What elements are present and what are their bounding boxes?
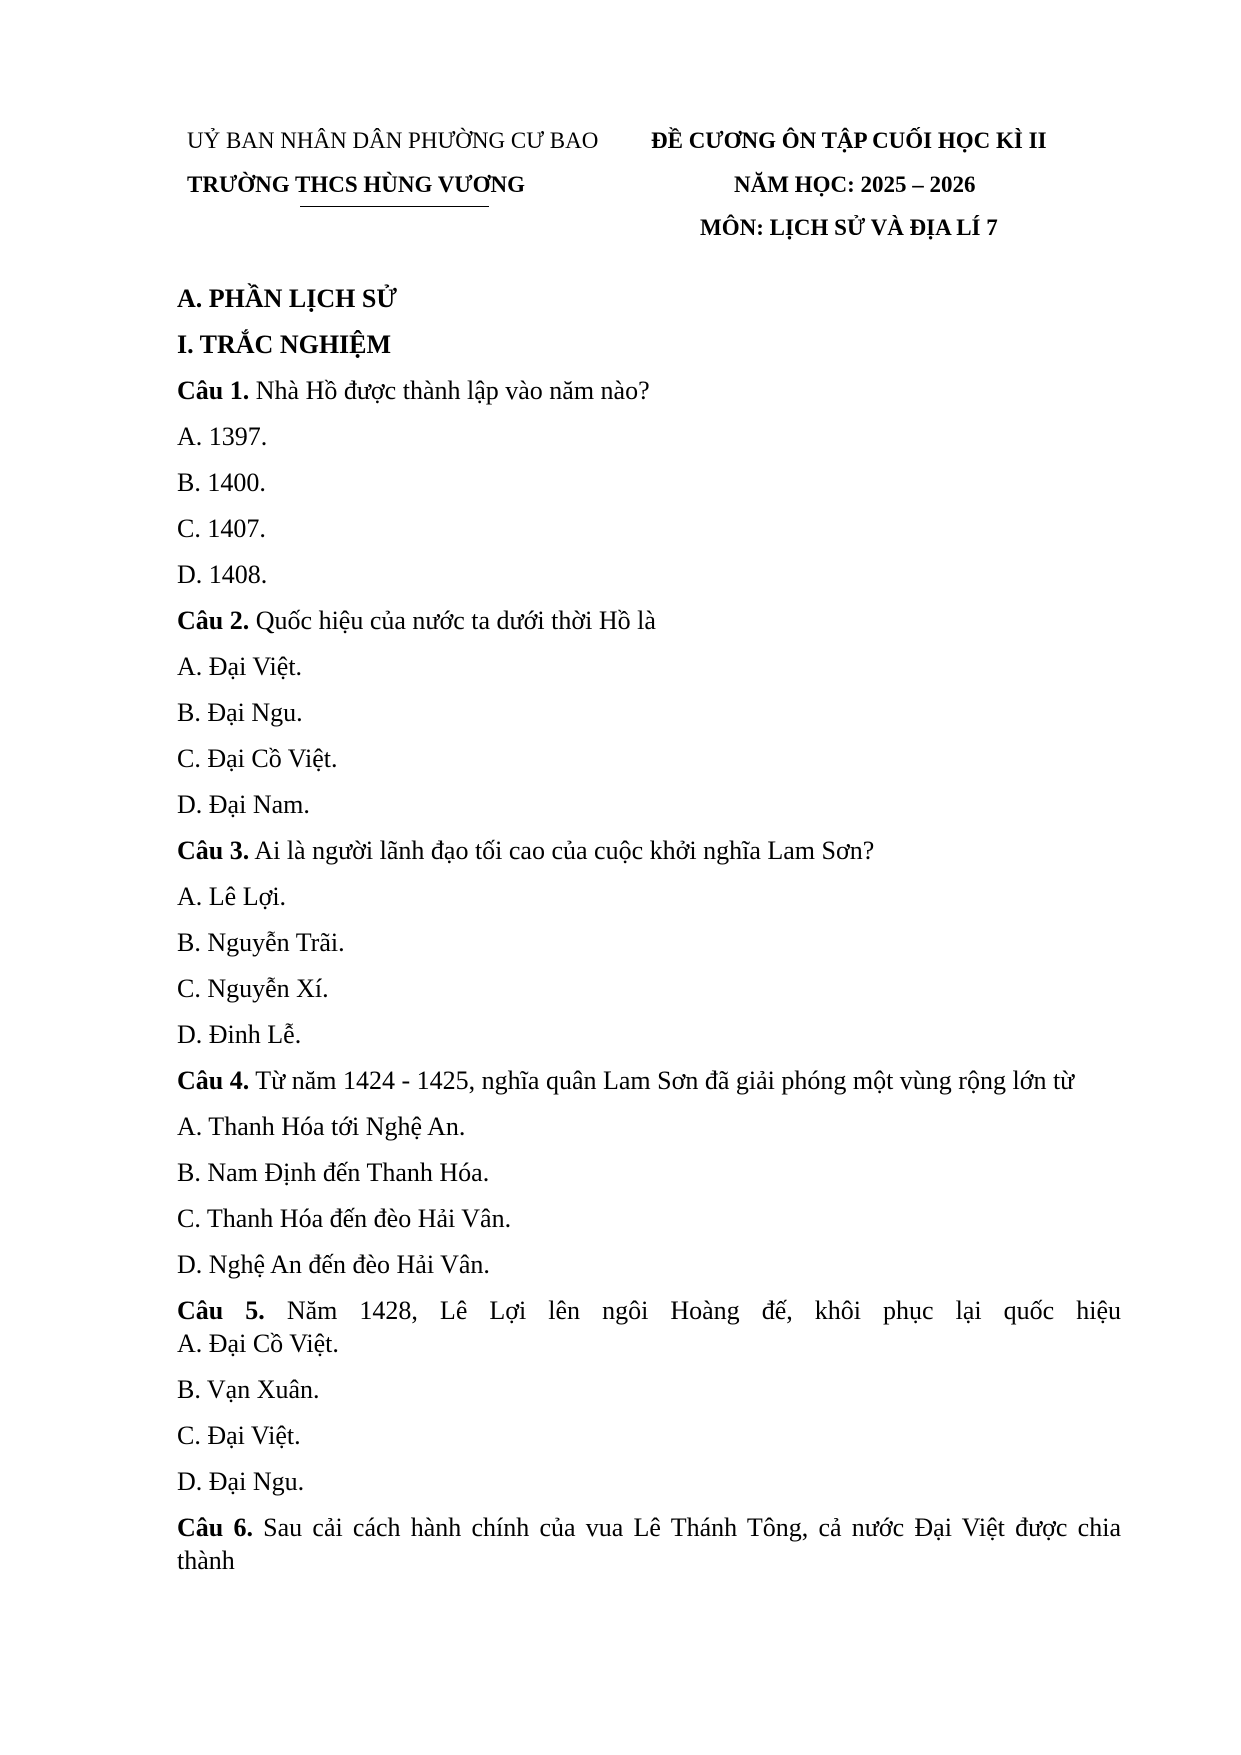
- question-text: Sau cải cách hành chính của vua Lê Thánh Tông, cả nước Đại Việt được chia thành: [177, 1513, 1121, 1575]
- option-1d: D. 1408.: [177, 560, 268, 589]
- document-title: ĐỀ CƯƠNG ÔN TẬP CUỐI HỌC KÌ II: [651, 128, 1047, 153]
- question-text: Từ năm 1424 - 1425, nghĩa quân Lam Sơn đã giải phóng một vùng rộng lớn từ: [249, 1066, 1075, 1095]
- question-label: Câu 4.: [177, 1066, 250, 1095]
- section-heading-history: A. PHẦN LỊCH SỬ: [177, 284, 398, 313]
- question-6: [177, 1511, 1121, 1577]
- option-2b: B. Đại Ngu.: [177, 698, 303, 727]
- option-3d: D. Đinh Lễ.: [177, 1020, 302, 1049]
- option-3c: C. Nguyễn Xí.: [177, 974, 329, 1003]
- option-5d: D. Đại Ngu.: [177, 1467, 305, 1496]
- school-year: NĂM HỌC: 2025 – 2026: [734, 172, 976, 197]
- school-name: TRƯỜNG THCS HÙNG VƯƠNG: [187, 172, 526, 197]
- option-2d: D. Đại Nam.: [177, 790, 310, 819]
- question-text: Năm 1428, Lê Lợi lên ngôi Hoàng đế, khôi phục lại quốc hiệu: [264, 1296, 1121, 1325]
- document-body: [177, 282, 1121, 1590]
- issuing-authority: UỶ BAN NHÂN DÂN PHƯỜNG CƯ BAO: [187, 128, 599, 153]
- option-3a: A. Lê Lợi.: [177, 882, 287, 911]
- question-text: Ai là người lãnh đạo tối cao của cuộc khởi nghĩa Lam Sơn?: [249, 836, 875, 865]
- question-4: [177, 1064, 1121, 1097]
- option-1b: B. 1400.: [177, 468, 266, 497]
- option-5c: C. Đại Việt.: [177, 1421, 301, 1450]
- question-label: Câu 6.: [177, 1513, 253, 1542]
- option-4a: A. Thanh Hóa tới Nghệ An.: [177, 1112, 466, 1141]
- option-4b: B. Nam Định đến Thanh Hóa.: [177, 1158, 490, 1187]
- option-5a: A. Đại Cồ Việt.: [177, 1329, 339, 1358]
- option-3b: B. Nguyễn Trãi.: [177, 928, 345, 957]
- question-label: Câu 5.: [177, 1296, 265, 1325]
- option-2c: C. Đại Cồ Việt.: [177, 744, 338, 773]
- option-5b: B. Vạn Xuân.: [177, 1375, 320, 1404]
- question-label: Câu 3.: [177, 836, 250, 865]
- option-1a: A. 1397.: [177, 422, 268, 451]
- question-label: Câu 2.: [177, 606, 250, 635]
- question-1: [177, 374, 1121, 407]
- question-label: Câu 1.: [177, 376, 250, 405]
- school-name-underline: [300, 206, 489, 207]
- option-4d: D. Nghệ An đến đèo Hải Vân.: [177, 1250, 490, 1279]
- question-5: [177, 1294, 1121, 1327]
- section-heading-multiple-choice: I. TRẮC NGHIỆM: [177, 330, 392, 359]
- question-3: [177, 834, 1121, 867]
- option-1c: C. 1407.: [177, 514, 266, 543]
- question-2: [177, 604, 1121, 637]
- subject: MÔN: LỊCH SỬ VÀ ĐỊA LÍ 7: [700, 215, 998, 240]
- question-text: Quốc hiệu của nước ta dưới thời Hồ là: [249, 606, 656, 635]
- option-2a: A. Đại Việt.: [177, 652, 303, 681]
- option-4c: C. Thanh Hóa đến đèo Hải Vân.: [177, 1204, 512, 1233]
- question-text: Nhà Hồ được thành lập vào năm nào?: [249, 376, 650, 405]
